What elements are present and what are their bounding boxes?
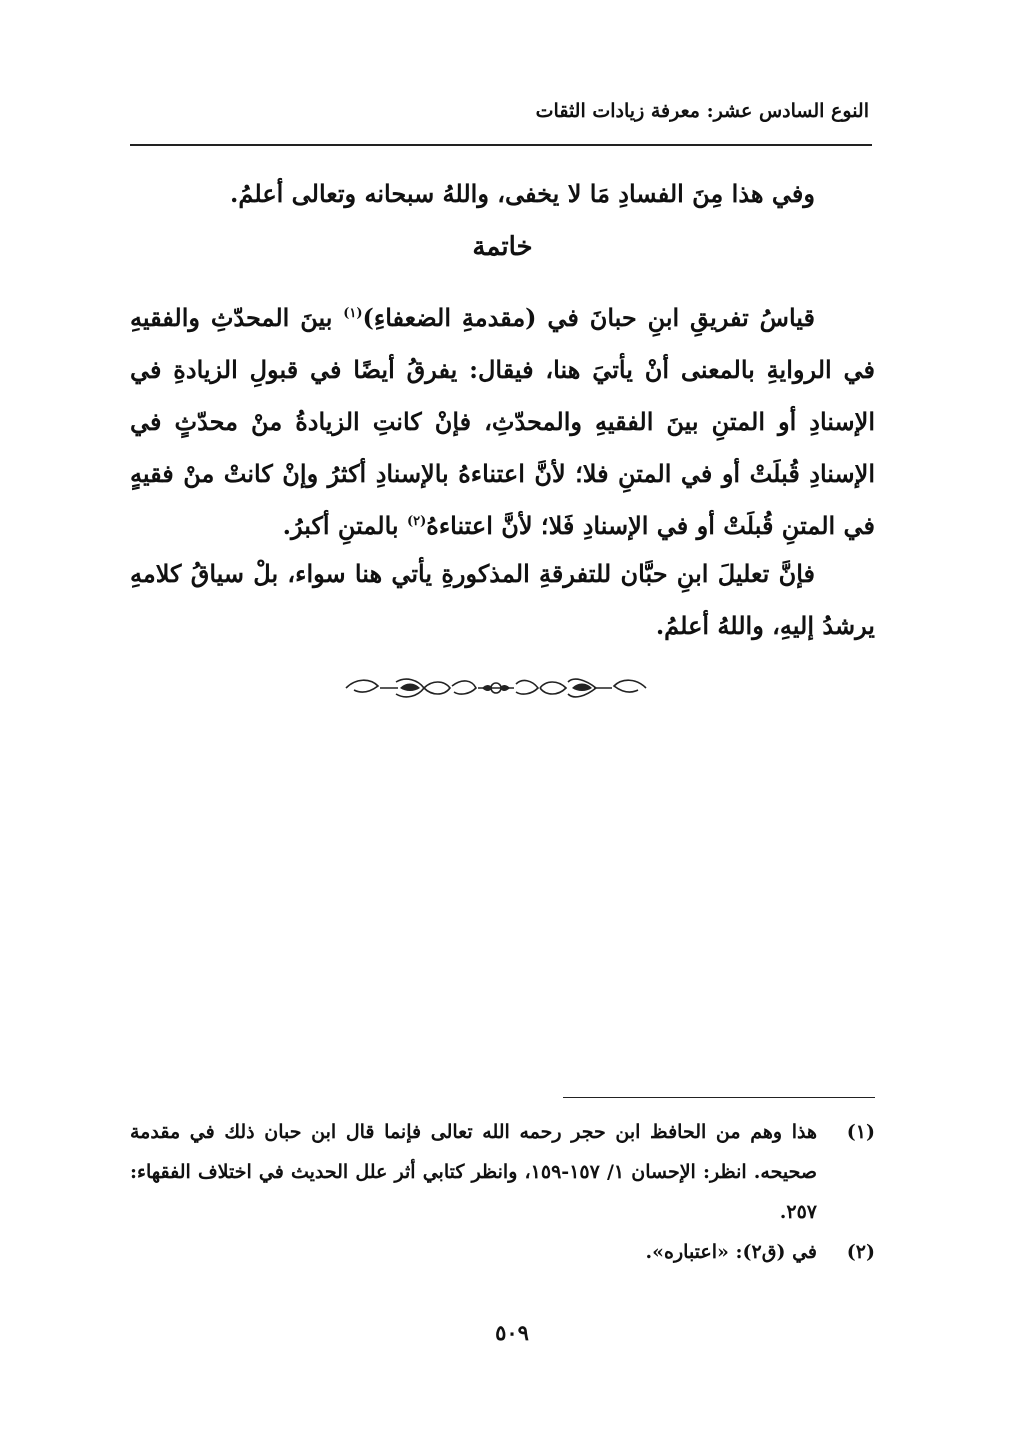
footnote-reference-1: (١) [343,306,363,321]
footnote-2 [130,1232,875,1272]
paragraph-2: فإنَّ تعليلَ ابنِ حبَّان للتفرقةِ المذكورةِ يأتي هنا سواء، بلْ سياقُ كلامهِ يرشدُ إليهِ، واللهُ أعلمُ. [130,559,875,640]
section-heading: خاتمة [472,232,533,262]
footnote-text: هذا وهم من الحافظ ابن حجر رحمه الله تعالى فإنما قال ابن حبان ذلك في مقدمة صحيحه. انظر: الإحسان ١/ ١٥٧-١٥٩، وانظر كتابي أثر علل الحديث في اختلاف الفقهاء: ٢٥٧. [130,1121,817,1223]
footnote-separator-rule [563,1097,875,1098]
paragraph-1-part-1: قياسُ تفريقِ ابنِ حبانَ في (مقدمةِ الضعفاءِ) [362,303,815,332]
running-header: النوع السادس عشر: معرفة زيادات الثقات [535,100,869,122]
footnote-1 [130,1112,875,1232]
paragraph-1 [130,292,875,552]
footnote-number: (١) [846,1121,875,1143]
paragraph-1-part-3: بالمتنِ أكبرُ. [282,511,407,540]
footnote-text: في (ق٢): «اعتباره». [645,1241,817,1263]
footnote-number: (٢) [846,1241,875,1263]
header-rule [130,144,872,146]
paragraph-1-part-2: بينَ المحدّثِ والفقيهِ في الروايةِ بالمعنى أنْ يأتيَ هنا، فيقال: يفرقُ أيضًا في قبولِ الزيادةِ في الإسنادِ أو المتنِ بينَ الفقيهِ والمحدّثِ، فإنْ كانتِ الزيادةُ منْ محدّثٍ في الإسنادِ قُبلَتْ أو في المتنِ فلا؛ لأنَّ اعتناءهُ بالإسنادِ أكثرُ وإنْ كانتْ منْ فقيهٍ في المتنِ قُبلَتْ أو في الإسنادِ فَلا؛ لأنَّ اعتناءهُ [130,303,876,540]
footnote-reference-2: (٢) [406,514,427,529]
opening-line: وفي هذا مِنَ الفسادِ مَا لا يخفى، واللهُ سبحانه وتعالى أعلمُ. [230,179,815,208]
page-number: ٥٠٩ [495,1320,529,1345]
floral-ornament-divider-icon [340,670,652,706]
footnotes [130,1112,875,1272]
